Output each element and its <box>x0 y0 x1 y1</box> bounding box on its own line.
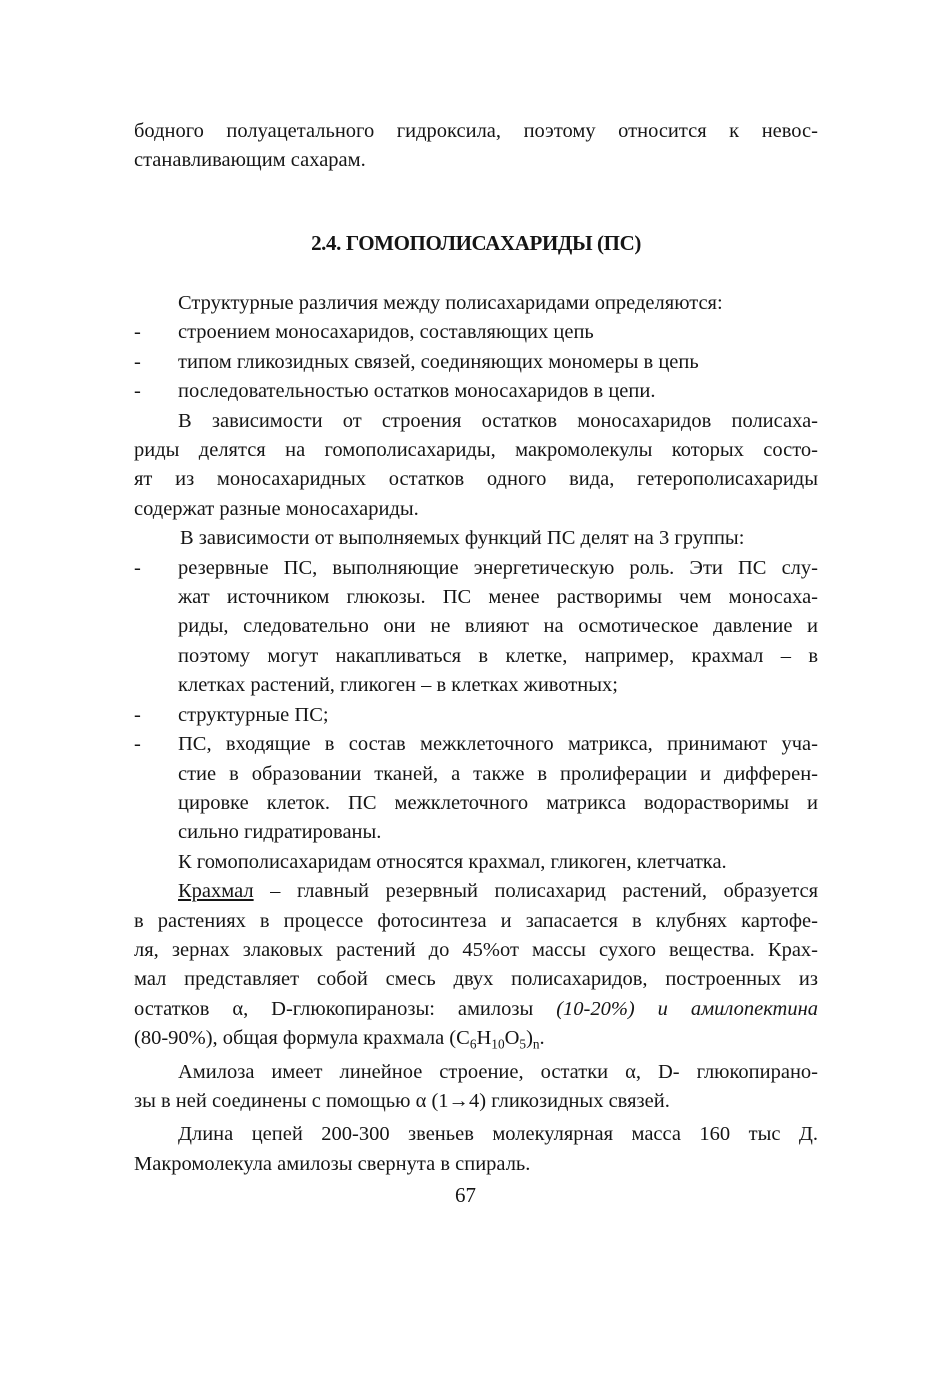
starch-paragraph <box>134 877 818 1053</box>
text-line: К гомополисахаридам относятся крахмал, гликоген, клетчатка. <box>178 850 727 873</box>
text-line: резервные ПС, выполняющие энергетическую роль. Эти ПС слу- <box>178 556 818 579</box>
text-line <box>134 877 818 906</box>
list-item <box>134 318 818 347</box>
formula-paren: ) <box>526 1027 533 1050</box>
text-line: ят из моносахаридных остатков одного вида, гетерополисахариды <box>134 468 818 491</box>
text-line: риды, следовательно они не влияют на осмотическое давление и <box>178 615 818 638</box>
text-line: жат источником глюкозы. ПС менее растворимы чем моносаха- <box>178 586 818 609</box>
text-line: цировке клеток. ПС межклеточного матрикса водорастворимы и <box>178 791 818 814</box>
list-item <box>134 701 818 730</box>
list-item <box>134 554 818 701</box>
list-dash: - <box>134 380 141 403</box>
text-line: Амилоза имеет линейное строение, остатки α, D- глюкопирано- <box>178 1060 818 1083</box>
list-item <box>134 730 818 848</box>
text-line: Макромолекула амилозы свернута в спираль. <box>134 1152 531 1175</box>
list-item <box>134 348 818 377</box>
formula-subscript: n <box>532 1036 540 1052</box>
list-dash: - <box>134 733 141 756</box>
text-line: поэтому могут накапливаться в клетке, например, крахмал – в <box>178 644 818 667</box>
text-line: бодного полуацетального гидроксила, поэтому относится к невос- <box>134 120 818 142</box>
starch-term: Крахмал <box>178 880 254 903</box>
formula-subscript: 10 <box>491 1036 505 1052</box>
text-line: сильно гидратированы. <box>178 821 382 844</box>
text-line: стие в образовании тканей, а также в пролиферации и дифферен- <box>178 762 818 785</box>
text-fragment: (80-90%), общая формула крахмала (C <box>134 1027 470 1050</box>
formula-subscript: 5 <box>519 1036 527 1052</box>
paragraph <box>134 1120 818 1179</box>
text-line: строением моносахаридов, составляющих цепь <box>178 321 594 344</box>
text-line: мал представляет собой смесь двух полисахаридов, построенных из <box>134 968 818 991</box>
formula-dot: . <box>539 1027 545 1050</box>
text-line: последовательностью остатков моносахаридов в цепи. <box>178 380 656 403</box>
text-line <box>134 995 818 1024</box>
section-body <box>134 289 818 1179</box>
text-line: ПС, входящие в состав межклеточного матрикса, принимают уча- <box>178 733 818 756</box>
text-line: зы в ней соединены с помощью α (1→4) гликозидных связей. <box>134 1089 670 1112</box>
text-line: типом гликозидных связей, соединяющих мономеры в цепь <box>178 350 699 373</box>
list-dash: - <box>134 703 141 726</box>
text-fragment-italic: (10-20%) и амилопектина <box>556 997 818 1020</box>
text-fragment: – главный резервный полисахарид растений, образуется <box>253 880 818 903</box>
text-line: ля, зернах злаковых растений до 45%от массы сухого вещества. Крах- <box>134 938 818 961</box>
text-line: содержат разные моносахариды. <box>134 497 419 520</box>
list-dash: - <box>134 556 141 579</box>
paragraph <box>134 407 818 525</box>
list-item <box>134 377 818 406</box>
formula-subscript: 6 <box>469 1036 477 1052</box>
text-line: в растениях в процессе фотосинтеза и запасается в клубнях картофе- <box>134 909 818 932</box>
list-dash: - <box>134 321 141 344</box>
text-line: клетках растений, гликоген – в клетках животных; <box>178 674 618 697</box>
intro-line: Структурные различия между полисахаридами определяются: <box>178 292 723 314</box>
formula-element: O <box>504 1027 520 1050</box>
list-dash: - <box>134 350 141 373</box>
paragraph <box>134 1058 818 1117</box>
text-fragment: остатков α, D-глюкопиранозы: амилозы <box>134 997 534 1020</box>
section-heading: 2.4. ГОМОПОЛИСАХАРИДЫ (ПС) <box>311 231 641 255</box>
text-line: Длина цепей 200-300 звеньев молекулярная масса 160 тыс Д. <box>178 1123 818 1146</box>
text-line: В зависимости от выполняемых функций ПС делят на 3 группы: <box>180 527 745 550</box>
text-line: риды делятся на гомополисахариды, макромолекулы которых состо- <box>134 439 818 462</box>
text-line: В зависимости от строения остатков моносахаридов полисаха- <box>178 409 818 432</box>
formula-element: H <box>476 1027 492 1050</box>
page-number: 67 <box>455 1183 476 1207</box>
continued-paragraph <box>134 117 818 176</box>
text-line: структурные ПС; <box>178 703 329 726</box>
formula-line <box>134 1024 818 1053</box>
text-line: станавливающим сахарам. <box>134 149 366 172</box>
